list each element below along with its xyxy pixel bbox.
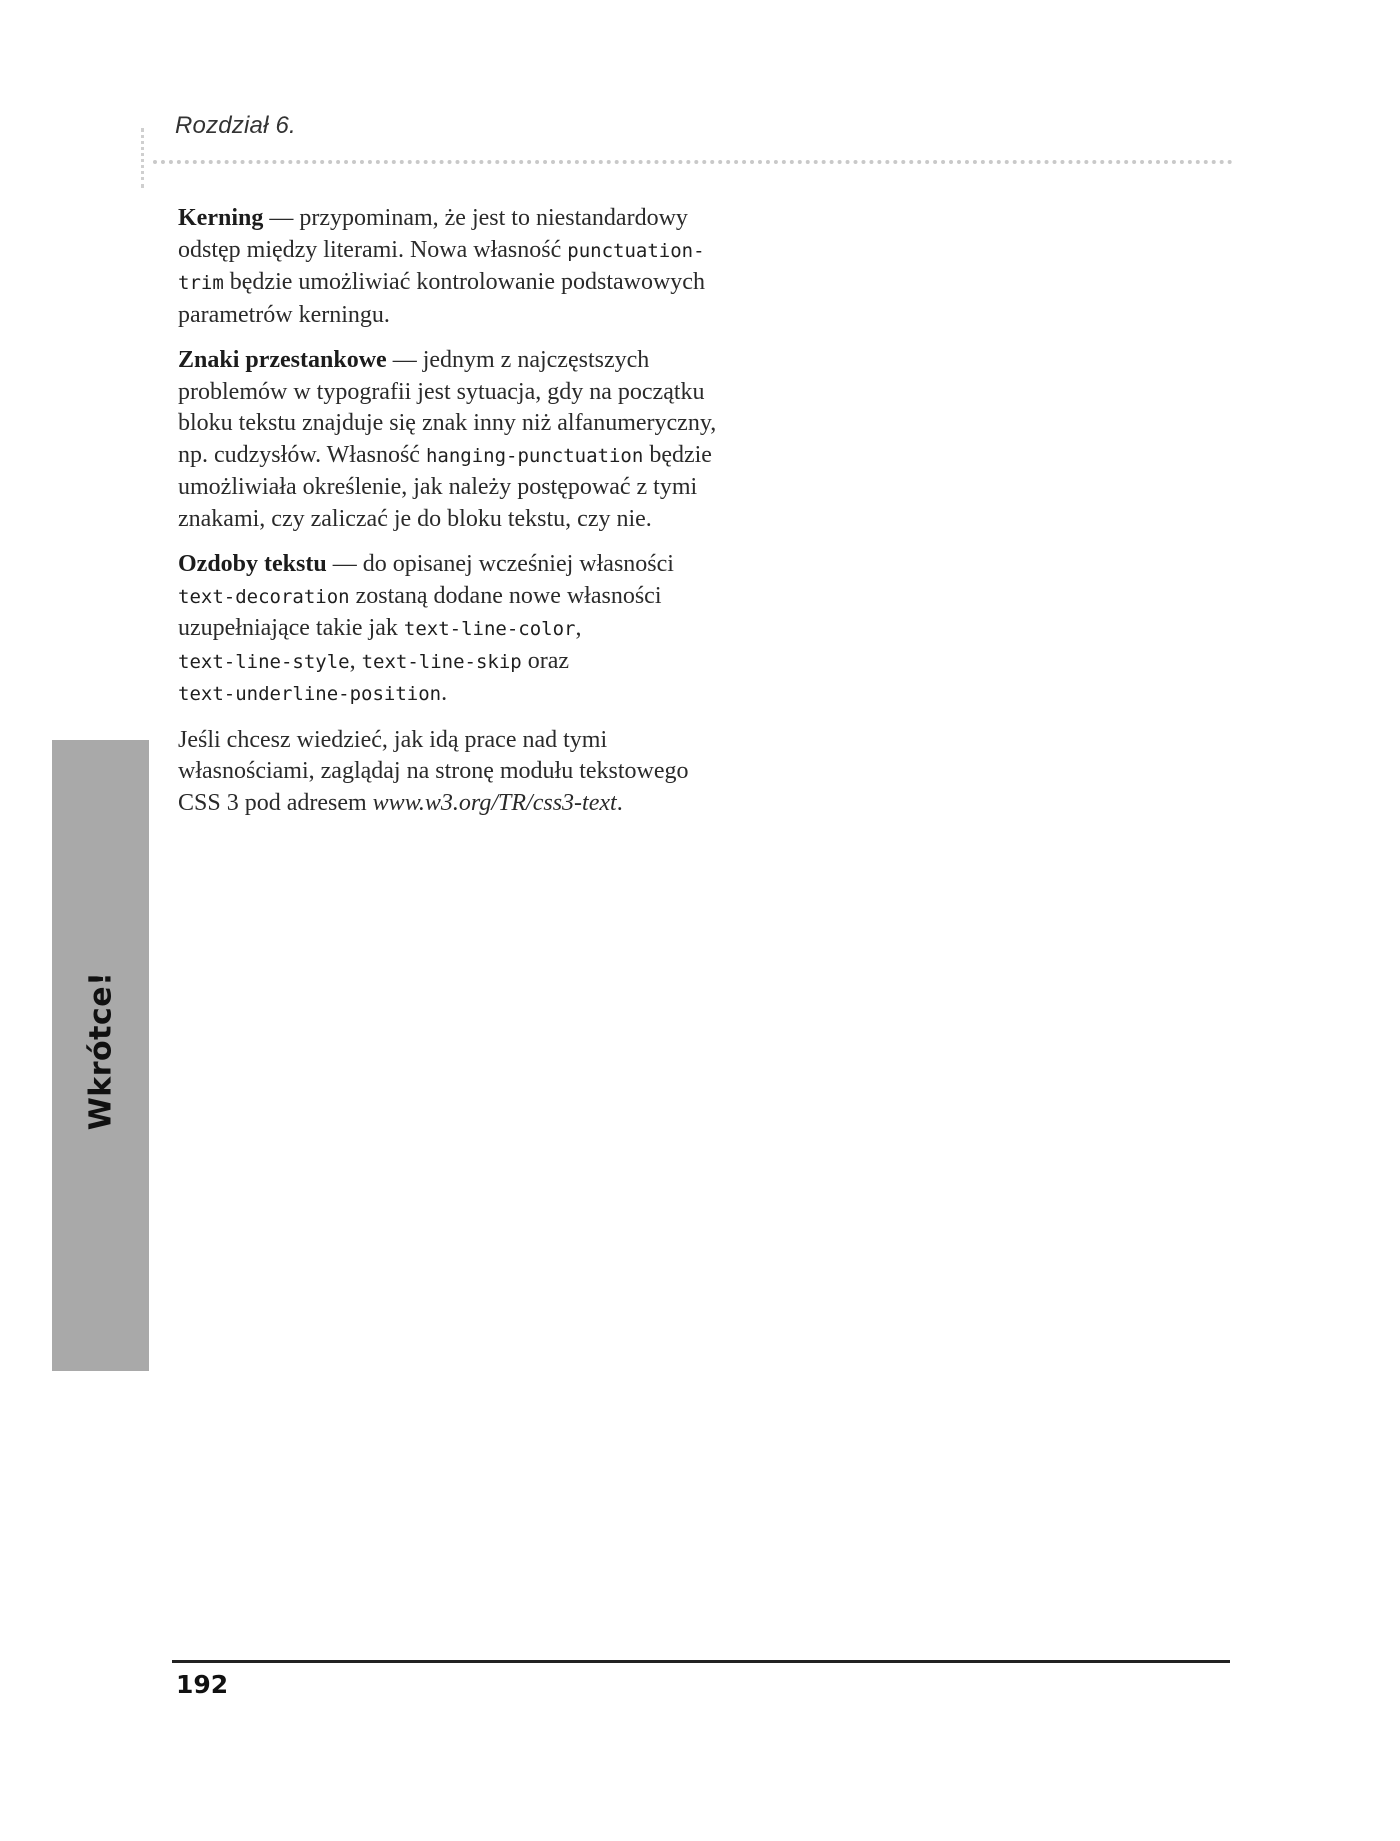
paragraph-text: oraz — [521, 647, 570, 674]
code-hanging-punctuation: hanging-punctuation — [425, 444, 644, 467]
code-text-underline-position: text-underline-position — [178, 683, 442, 705]
paragraph-text: Jeśli chcesz wiedzieć, jak idą prace nad tymi własnościami, zaglądaj na stronę modułu tekstowego CSS 3 pod adresem — [178, 726, 689, 816]
code-text-decoration: text-decoration — [178, 585, 350, 608]
term-punctuation: Znaki przestankowe — [178, 347, 387, 373]
code-text-line-color: text-line-color — [403, 618, 576, 640]
header-dotted-rule — [153, 160, 1233, 164]
paragraph-text: , — [575, 615, 582, 641]
header-corner-decoration — [141, 128, 154, 188]
page-number: 192 — [176, 1670, 229, 1699]
paragraph-text: . — [441, 680, 448, 706]
side-tab — [52, 740, 149, 1371]
footer-rule — [172, 1660, 1230, 1663]
paragraph-text: — przypominam, że jest to niestandardowy odstęp między literami. Nowa własność — [178, 205, 688, 263]
side-tab-label: Wkrótce! — [83, 971, 118, 1131]
paragraph-text: będzie umożliwiała określenie, jak należy postępować z tymi znakami, czy zaliczać je do bloku tekstu, czy nie. — [178, 441, 712, 532]
paragraph-text: , — [349, 647, 362, 674]
paragraph-kerning — [178, 203, 723, 331]
paragraph-text: zostaną dodane nowe własności uzupełniające takie jak — [178, 582, 662, 641]
paragraph-decoration — [178, 549, 723, 711]
main-text-column — [178, 203, 723, 833]
paragraph-text: — do opisanej wcześniej własności — [326, 551, 674, 577]
term-kerning: Kerning — [178, 205, 264, 231]
code-text-line-skip: text-line-skip — [361, 650, 522, 673]
term-decoration: Ozdoby tekstu — [178, 551, 327, 577]
code-text-line-style: text-line-style — [178, 650, 350, 673]
paragraph-text: . — [616, 789, 623, 816]
url-css3-text: www.w3.org/TR/css3-text — [372, 789, 617, 816]
paragraph-more-info — [178, 725, 723, 820]
code-punctuation-trim: punctuation-trim — [178, 239, 705, 294]
paragraph-text: — jednym z najczęstszych problemów w typografii jest sytuacja, gdy na początku bloku tekstu znajduje się znak inny niż alfanumeryczny, np. cudzysłów. Własność — [178, 347, 717, 468]
paragraph-text: będzie umożliwiać kontrolowanie podstawowych parametrów kerningu. — [178, 269, 705, 328]
paragraph-punctuation — [178, 345, 723, 535]
chapter-label: Rozdział 6. — [175, 112, 296, 139]
